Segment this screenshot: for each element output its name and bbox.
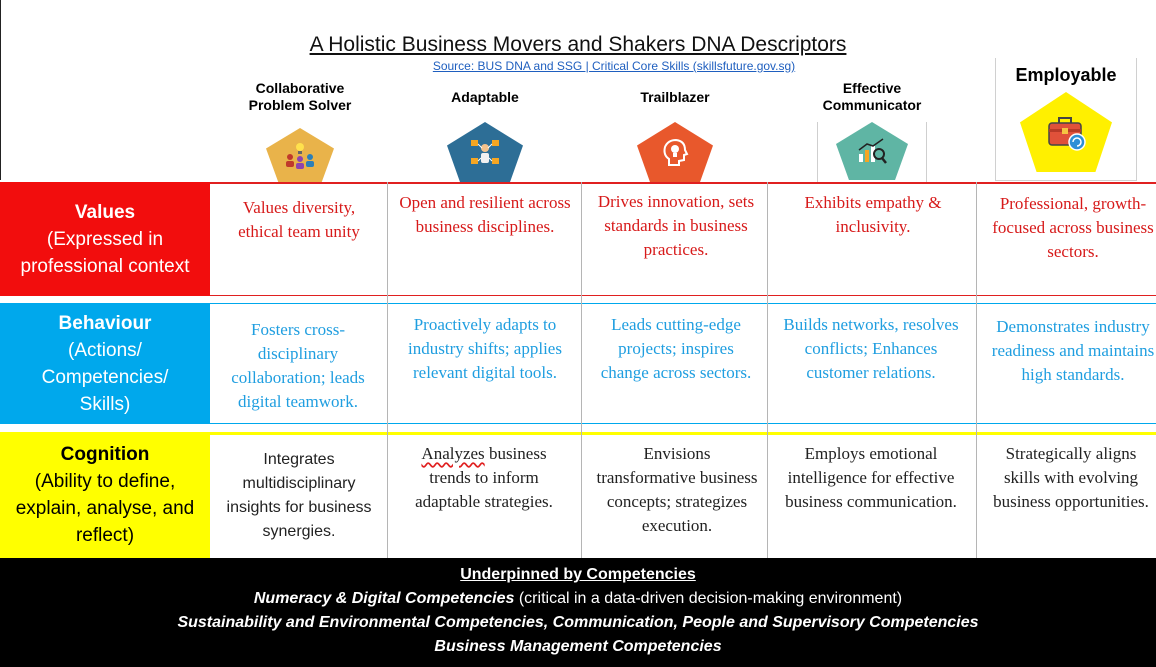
person-network-icon [447,122,523,184]
values-cell: Values diversity, ethical team unity [238,198,360,241]
icon-frame [817,122,927,183]
row-heading: Cognition [60,444,150,465]
chart-magnifier-icon [836,122,908,180]
column-divider [581,182,582,558]
footer-line-1 [0,587,1156,611]
behaviour-cell: Leads cutting-edge projects; inspires change across sectors. [600,315,752,382]
row-heading: Values [74,201,136,223]
footer-heading: Underpinned by Competencies [460,566,696,583]
head-bulb-icon [637,122,713,184]
row-heading: Behaviour [58,312,152,334]
behaviour-cell: Proactively adapts to industry shifts; applies relevant digital tools. [408,315,562,382]
row-label-values [0,182,210,296]
column-divider [767,182,768,558]
column-name: Effective Communicator [822,80,922,113]
cognition-cell: Integrates multidisciplinary insights for business synergies. [226,451,372,540]
cognition-cell: Strategically aligns skills with evolving business opportunities. [993,444,1149,511]
values-cell: Drives innovation, sets standards in business practices. [597,192,755,259]
briefcase-icon [1020,92,1112,172]
column-header-communicator [768,72,976,183]
values-bottom-line [210,295,1156,296]
row-label-behaviour [0,303,210,424]
page-title: A Holistic Business Movers and Shakers DNA Descriptors [309,33,847,56]
spellcheck-word: Analyzes [421,444,485,463]
competencies-footer [0,558,1156,667]
behaviour-bottom-line [210,423,1156,424]
column-divider [976,182,977,558]
cognition-cell [400,442,568,514]
row-label-cognition [0,432,210,558]
values-cell: Open and resilient across business disciplines. [399,193,571,236]
column-divider [387,182,388,558]
row-subheading: (Actions/ Competencies/ Skills) [41,339,169,415]
behaviour-cell: Demonstrates industry readiness and maintains high standards. [991,317,1155,384]
cognition-cell: Employs emotional intelligence for effective business communication. [785,444,957,511]
left-border [0,0,1,180]
cognition-top-line [210,432,1156,435]
column-header-trailblazer [582,72,768,184]
footer-line-1-bold: Numeracy & Digital Competencies [253,590,515,607]
cognition-text: business trends to inform adaptable strategies. [415,444,553,511]
behaviour-cell: Builds networks, resolves conflicts; Enhances customer relations. [783,315,959,382]
icon-frame [995,58,1137,181]
column-name: Trailblazer [640,88,710,105]
values-cell: Exhibits empathy & inclusivity. [804,193,942,236]
behaviour-cell: Fosters cross-disciplinary collaboration; leads digital teamwork. [231,320,365,411]
row-subheading: (Expressed in professional context [20,228,190,277]
column-header-employable [976,58,1156,181]
source-link[interactable]: Source: BUS DNA and SSG | Critical Core Skills (skillsfuture.gov.sg) [432,59,796,73]
team-idea-icon [266,128,334,182]
footer-line-3: Business Management Competencies [434,638,722,655]
footer-line-1-rest: (critical in a data-driven decision-making environment) [514,590,903,607]
row-subheading: (Ability to define, explain, analyse, and reflect) [15,471,195,546]
behaviour-top-line [210,303,1156,304]
column-name: Collaborative Problem Solver [248,80,352,113]
cognition-cell: Envisions transformative business concepts; strategizes execution. [596,444,758,535]
values-top-line [210,182,1156,184]
column-header-collaborative [212,72,388,182]
footer-line-2: Sustainability and Environmental Competencies, Communication, People and Supervisory Competencies [177,614,979,631]
column-name: Adaptable [451,88,519,105]
values-cell: Professional, growth-focused across business sectors. [992,194,1154,261]
column-header-adaptable [388,72,582,184]
column-name: Employable [1015,64,1117,85]
